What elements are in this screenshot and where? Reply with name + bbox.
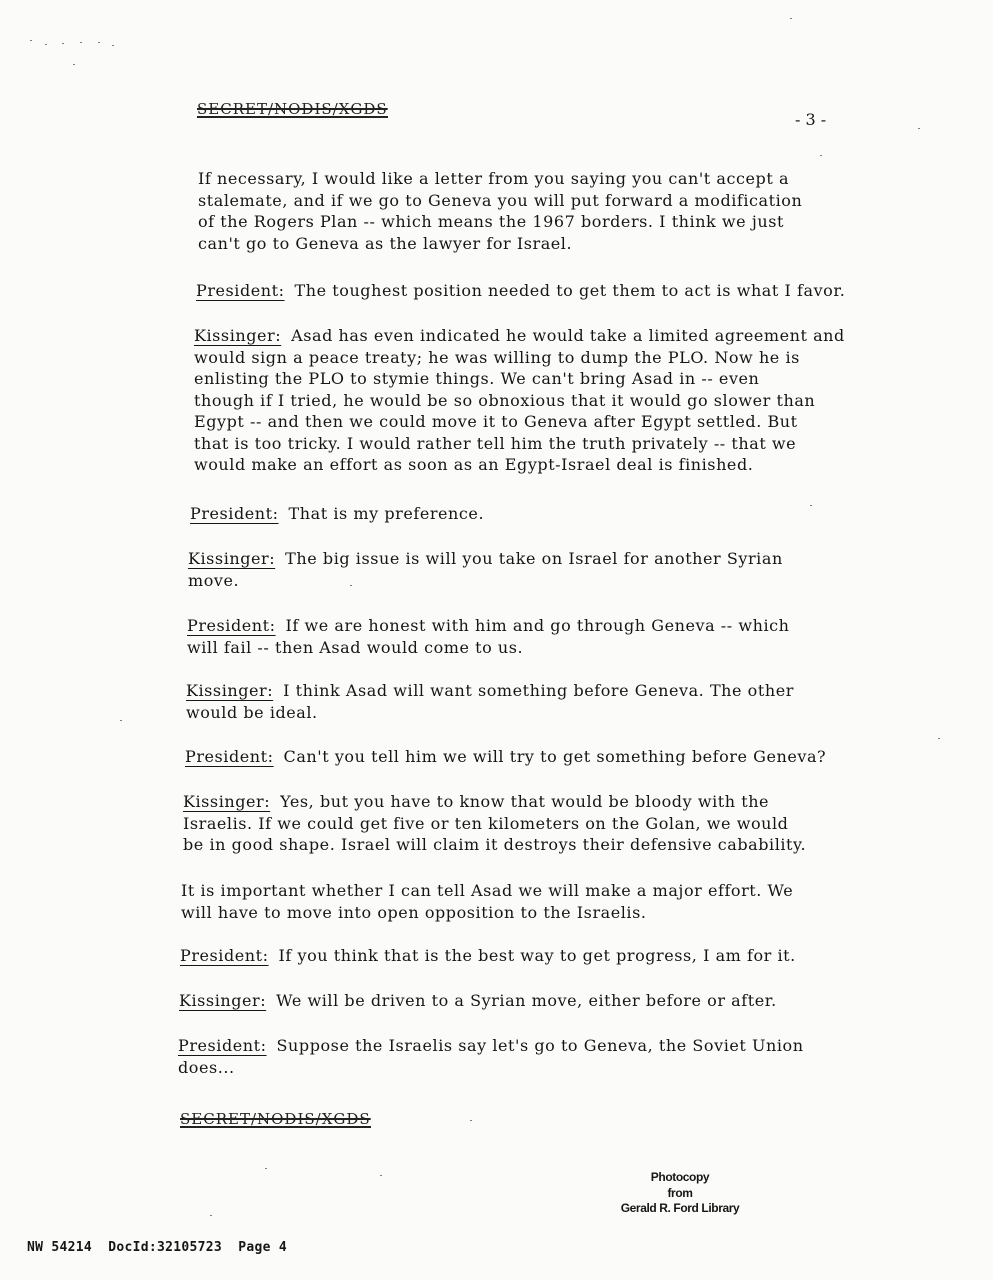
memo-line-text: though if I tried, he would be so obnoxious that it would go slower than — [194, 390, 816, 410]
memo-line — [183, 813, 806, 835]
speaker-label: President: — [178, 1036, 267, 1055]
memo-line — [194, 325, 845, 347]
memo-line-text: of the Rogers Plan -- which means the 1967 borders. I think we just — [198, 212, 784, 231]
memo-paragraph — [185, 746, 826, 768]
speaker-label: President: — [190, 504, 279, 523]
memo-line-text: enlisting the PLO to stymie things. We can't bring Asad in -- even — [194, 369, 760, 388]
speaker-label: Kissinger: — [194, 326, 282, 345]
memo-line-text: that is too tricky. I would rather tell him the truth privately -- that we — [194, 433, 797, 453]
memo-line — [194, 454, 845, 476]
memo-line-text: move. — [188, 570, 240, 590]
memo-line-text: Egypt -- and then we could move it to Geneva after Egypt settled. But — [194, 412, 798, 431]
memo-line-text: Can't you tell him we will try to get something before Geneva? — [283, 747, 827, 766]
speaker-label: President: — [180, 946, 269, 965]
memo-paragraph — [180, 945, 796, 967]
memo-line — [186, 680, 794, 702]
memo-paragraph — [178, 1035, 804, 1078]
scan-speck — [820, 155, 822, 156]
classification-marking-bottom: SECRET/NODIS/XGDS — [180, 1110, 371, 1128]
memo-line — [180, 945, 796, 967]
memo-line-text: will have to move into open opposition to the Israelis. — [181, 902, 647, 922]
memo-line-text: I think Asad will want something before Geneva. The other — [283, 681, 794, 700]
memo-paragraph — [196, 280, 845, 302]
memo-line — [183, 791, 806, 813]
speaker-label: President: — [185, 747, 274, 766]
scan-speck — [790, 18, 792, 19]
memo-line — [190, 503, 484, 525]
memo-paragraph — [183, 791, 806, 856]
memo-line-text: We will be driven to a Syrian move, either before or after. — [276, 991, 777, 1010]
memo-paragraph — [190, 503, 484, 525]
memo-line — [188, 548, 783, 570]
memo-line — [194, 390, 845, 412]
photocopy-stamp-line: Gerald R. Ford Library — [620, 1201, 740, 1215]
memo-line — [196, 280, 845, 302]
memo-line-text: The toughest position needed to get them to act is what I favor. — [294, 281, 846, 300]
scan-speck — [810, 505, 812, 506]
speaker-label: Kissinger: — [179, 991, 267, 1010]
memo-line-text: Asad has even indicated he would take a limited agreement and — [291, 326, 845, 345]
scan-speck — [918, 128, 920, 129]
memo-line — [194, 347, 845, 369]
memo-line-text: stalemate, and if we go to Geneva you will put forward a modification — [198, 190, 803, 210]
page-number: - 3 - — [795, 110, 827, 129]
scan-speck — [470, 1120, 472, 1121]
memo-line-text: It is important whether I can tell Asad we will make a major effort. We — [181, 881, 794, 900]
memo-line-text: be in good shape. Israel will claim it destroys their defensive cabability. — [183, 835, 807, 854]
scan-speck — [380, 1175, 382, 1176]
memo-line — [181, 880, 793, 902]
scan-speck — [45, 44, 47, 45]
speaker-label: Kissinger: — [188, 549, 276, 568]
speaker-label: President: — [196, 281, 285, 300]
memo-line — [178, 1057, 804, 1079]
memo-line-text: Suppose the Israelis say let's go to Geneva, the Soviet Union — [276, 1036, 804, 1055]
memo-line — [187, 637, 789, 659]
memo-line-text: Israelis. If we could get five or ten kilometers on the Golan, we would — [183, 813, 789, 833]
memo-line — [198, 190, 802, 212]
memo-line-text: would be ideal. — [186, 702, 318, 722]
memo-line — [181, 902, 793, 924]
memo-line — [194, 411, 845, 433]
photocopy-stamp-line: from — [667, 1185, 693, 1200]
scan-speck — [112, 45, 114, 46]
memo-paragraph — [188, 548, 783, 591]
memo-line-text: If necessary, I would like a letter from you saying you can't accept a — [198, 169, 790, 188]
scan-speck — [120, 720, 122, 721]
classification-marking-top: SECRET/NODIS/XGDS — [197, 100, 388, 118]
memo-line-text: That is my preference. — [288, 504, 485, 523]
memo-paragraph — [186, 680, 794, 723]
memo-paragraph — [194, 325, 845, 476]
memo-paragraph — [198, 168, 802, 254]
memo-line — [186, 702, 794, 724]
memo-line-text: can't go to Geneva as the lawyer for Israel. — [198, 233, 573, 253]
speaker-label: Kissinger: — [183, 792, 271, 811]
memo-line — [178, 1035, 804, 1057]
memo-line — [198, 211, 802, 233]
memo-line — [194, 368, 845, 390]
memo-line — [198, 168, 802, 190]
memo-paragraph — [187, 615, 789, 658]
scan-speck — [210, 1215, 212, 1216]
photocopy-stamp-line: Photocopy — [650, 1170, 710, 1184]
scan-speck — [265, 1168, 267, 1169]
memo-line-text: would sign a peace treaty; he was willing to dump the PLO. Now he is — [194, 347, 800, 367]
memo-line-text: will fail -- then Asad would come to us. — [187, 637, 524, 657]
memo-line — [198, 233, 802, 255]
memo-paragraph — [181, 880, 793, 923]
photocopy-stamp — [600, 1170, 760, 1217]
memo-line-text: does... — [178, 1057, 235, 1077]
scan-speck — [73, 64, 75, 65]
speaker-label: Kissinger: — [186, 681, 274, 700]
scan-speck — [938, 738, 940, 739]
scan-speck — [80, 42, 82, 43]
memo-paragraph — [179, 990, 777, 1012]
scan-speck — [30, 40, 32, 41]
memo-line-text: If you think that is the best way to get progress, I am for it. — [278, 946, 796, 965]
memo-line-text: Yes, but you have to know that would be bloody with the — [280, 792, 770, 811]
speaker-label: President: — [187, 616, 276, 635]
footer-document-id: NW 54214 DocId:32105723 Page 4 — [27, 1240, 288, 1255]
memo-line — [188, 570, 783, 592]
memo-line — [179, 990, 777, 1012]
memo-line — [187, 615, 789, 637]
memo-line — [194, 433, 845, 455]
memo-line-text: would make an effort as soon as an Egypt-Israel deal is finished. — [194, 455, 754, 474]
memo-line-text: If we are honest with him and go through Geneva -- which — [285, 616, 790, 635]
memo-line — [185, 746, 826, 768]
memo-line — [183, 834, 806, 856]
memo-line-text: The big issue is will you take on Israel for another Syrian — [285, 549, 783, 568]
scan-speck — [98, 42, 100, 43]
scan-speck — [62, 43, 64, 44]
